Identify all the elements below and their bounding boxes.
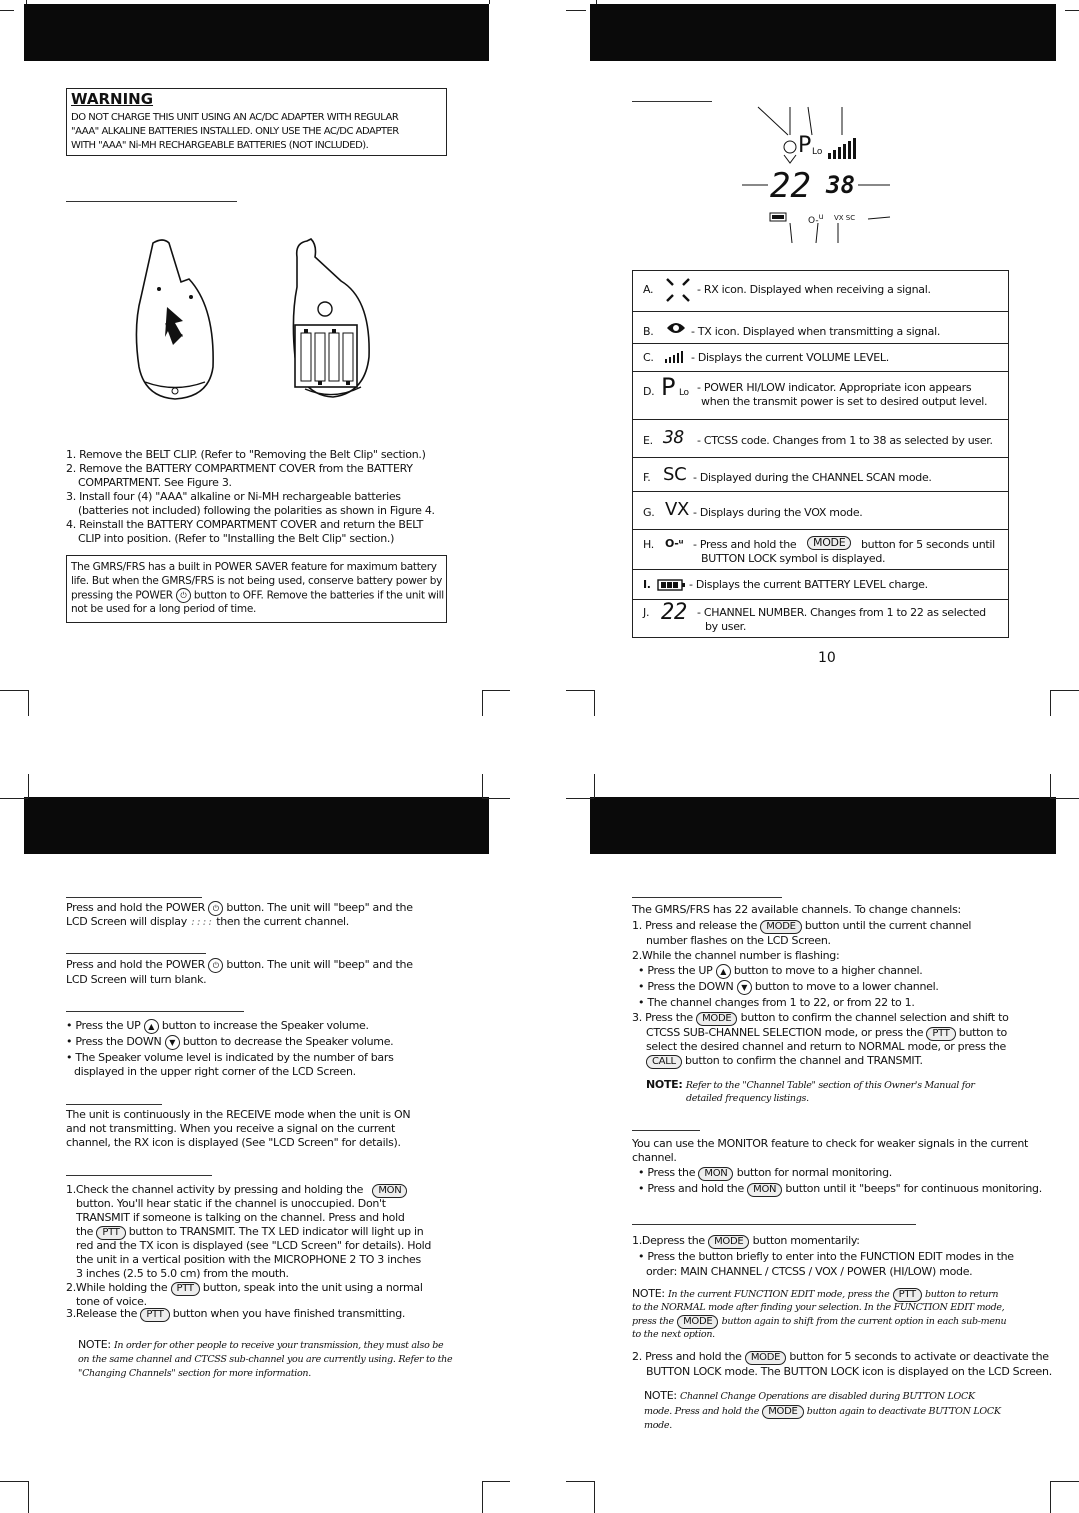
function-note-label: NOTE: [632, 1287, 665, 1300]
mode-button-icon: MODE [708, 1235, 749, 1249]
power-saver-line-3a: pressing the POWER [71, 589, 173, 602]
channels-line-2b: button until the current channel [804, 919, 972, 932]
transmit-note-1 [78, 1337, 443, 1353]
power-level-lo: Lo [679, 388, 689, 398]
ptt-button-icon: PTT [171, 1282, 200, 1296]
up-arrow-icon: ▲ [144, 1019, 159, 1034]
legend-text-mid: button for 5 seconds until [861, 538, 995, 551]
legend-row-c [633, 343, 1008, 372]
legend-letter: G. [643, 506, 655, 519]
volume-line-1a: • Press the UP [66, 1019, 141, 1032]
function-note2-3: mode. [644, 1420, 672, 1431]
channels-line-8 [632, 1010, 1009, 1026]
battery-step-3b: (batteries not included) following the polarities as shown in Figure 4. [78, 504, 435, 517]
mode-button-icon: MODE [762, 1405, 803, 1419]
channels-line-8a: 3. Press the [632, 1011, 693, 1024]
legend-row-a [633, 271, 1008, 311]
monitor-line-3 [638, 1165, 892, 1181]
function-line-2: • Press the button briefly to enter into the FUNCTION EDIT modes in the [638, 1250, 1014, 1263]
transmit-line-1a: 1.Check the channel activity by pressing and holding the [66, 1183, 364, 1196]
channels-line-11b: button to confirm the channel and TRANSMIT. [684, 1054, 923, 1067]
channels-line-4: 2.While the channel number is flashing: [632, 949, 840, 962]
function-line-4a: 2. Press and hold the [632, 1350, 742, 1363]
transmit-line-10b: button when you have finished transmitting. [172, 1307, 406, 1320]
function-note-text-3a: press the [632, 1316, 674, 1327]
mon-button-icon: MON [372, 1184, 407, 1198]
transmit-line-7: 3 inches (2.5 to 5.0 cm) from the mouth. [76, 1267, 289, 1280]
transmit-line-3: TRANSMIT if someone is talking on the channel. Press and hold [76, 1211, 405, 1224]
volume-line-2b: button to decrease the Speaker volume. [182, 1035, 394, 1048]
function-note2-text-2b: button again to deactivate BUTTON LOCK [806, 1406, 1001, 1417]
legend-letter: J. [643, 606, 650, 619]
battery-step-3a: 3. Install four (4) "AAA" alkaline or Ni-MH rechargeable batteries [66, 490, 401, 503]
legend-letter: F. [643, 471, 651, 484]
monitor-line-4 [638, 1181, 1042, 1197]
transmit-line-8a: 2.While holding the [66, 1281, 168, 1294]
legend-letter: C. [643, 351, 654, 364]
legend-row-b [633, 311, 1008, 344]
function-note-text-3b: button again to shift from the current option in each sub-menu [721, 1316, 1007, 1327]
power-saver-line-4: not be used for a long period of time. [71, 603, 257, 615]
mode-button-icon: MODE [745, 1351, 786, 1365]
function-note2-1 [644, 1388, 975, 1404]
receive-line-1: The unit is continuously in the RECEIVE mode when the unit is ON [66, 1108, 411, 1121]
rx-icon [663, 275, 693, 305]
warning-line-1: DO NOT CHARGE THIS UNIT USING AN AC/DC ADAPTER WITH REGULAR [71, 112, 399, 123]
header-bar-top-right [590, 4, 1056, 61]
receive-line-2: and not transmitting. When you receive a signal on the current [66, 1122, 395, 1135]
mode-button-icon: MODE [677, 1315, 718, 1329]
transmit-note-2: on the same channel and CTCSS sub-channel you are currently using. Refer to the [78, 1354, 453, 1365]
function-note-4: to the next option. [632, 1329, 715, 1340]
legend-text: - TX icon. Displayed when transmitting a signal. [691, 325, 941, 338]
mon-button-icon: MON [747, 1183, 782, 1197]
channels-line-6a: • Press the DOWN [638, 980, 734, 993]
legend-text-2: BUTTON LOCK symbol is displayed. [701, 552, 886, 565]
monitor-line-2: channel. [632, 1151, 677, 1164]
battery-step-1: 1. Remove the BELT CLIP. (Refer to "Removing the Belt Clip" section.) [66, 448, 426, 461]
battery-level-icon [657, 579, 687, 591]
legend-text: - POWER HI/LOW indicator. Appropriate icon appears [697, 381, 972, 394]
transmit-note-3: "Changing Channels" section for more information. [78, 1368, 311, 1379]
warning-line-3: WITH "AAA" Ni-MH RECHARGEABLE BATTERIES (NOT INCLUDED). [71, 140, 369, 151]
lcd-lock-icon: O-$^u$ [808, 212, 824, 226]
legend-letter: H. [643, 538, 654, 551]
off-line-2: LCD Screen will turn blank. [66, 973, 207, 986]
volume-line-4: displayed in the upper right corner of the LCD Screen. [74, 1065, 356, 1078]
channels-line-2a: 1. Press and release the [632, 919, 758, 932]
legend-text: - Displays the current BATTERY LEVEL charge. [689, 578, 928, 591]
channels-line-5b: button to move to a higher channel. [733, 964, 923, 977]
legend-letter: I. [643, 578, 651, 591]
section-rule [66, 1175, 212, 1176]
lock-icon: O-ᵘ [665, 537, 684, 550]
receive-line-3: channel, the RX icon is displayed (See "LCD Screen" for details). [66, 1136, 401, 1149]
volume-line-1 [66, 1018, 369, 1034]
power-level-icon: P [661, 373, 676, 401]
legend-row-f [633, 457, 1008, 492]
lcd-channel-number: 22 [770, 166, 811, 206]
channels-line-5a: • Press the UP [638, 964, 713, 977]
transmit-line-10a: 3.Release the [66, 1307, 138, 1320]
function-note-2: to the NORMAL mode after finding your selection. In the FUNCTION EDIT mode, [632, 1302, 1005, 1313]
power-saver-line-1: The GMRS/FRS has a built in POWER SAVER feature for maximum battery [71, 561, 437, 573]
function-line-3: order: MAIN CHANNEL / CTCSS / VOX / POWER (HI/LOW) mode. [646, 1265, 973, 1278]
ptt-button-icon: PTT [96, 1226, 125, 1240]
function-line-4b: button for 5 seconds to activate or deactivate the [789, 1350, 1049, 1363]
channels-note-text-1: Refer to the "Channel Table" section of this Owner's Manual for [685, 1080, 975, 1091]
legend-row-d [633, 371, 1008, 420]
ptt-button-icon: PTT [926, 1027, 955, 1041]
function-note2-text-1: Channel Change Operations are disabled during BUTTON LOCK [679, 1391, 975, 1402]
channels-line-5 [638, 963, 922, 979]
channels-line-6b: button to move to a lower channel. [754, 980, 939, 993]
lcd-all-segments-icon: :::: [190, 917, 214, 928]
battery-step-2a: 2. Remove the BATTERY COMPARTMENT COVER from the BATTERY [66, 462, 413, 475]
legend-text: - Press and hold the [693, 538, 797, 551]
ctcss-icon: 38 [663, 427, 685, 448]
transmit-note-text-1: In order for other people to receive your transmission, they must also be [113, 1340, 444, 1351]
function-line-4 [632, 1349, 1049, 1365]
lcd-scan-vox-indicator: VX SC [834, 214, 856, 222]
off-line-1b: button. The unit will "beep" and the [226, 958, 413, 971]
ptt-button-icon: PTT [140, 1308, 169, 1322]
section-rule [632, 1130, 700, 1131]
monitor-line-4b: button until it "beeps" for continuous monitoring. [785, 1182, 1042, 1195]
power-saver-line-3b: button to OFF. Remove the batteries if the unit will [193, 589, 444, 602]
function-note2-2 [644, 1403, 1001, 1419]
header-bar-bottom-left [24, 797, 489, 854]
power-icon: ⏻ [176, 588, 191, 603]
header-bar-top-left [24, 4, 489, 61]
down-arrow-icon: ▼ [737, 980, 752, 995]
header-bar-bottom-right [590, 797, 1056, 854]
legend-text: - CHANNEL NUMBER. Changes from 1 to 22 as selected [697, 606, 986, 619]
channel-icon: 22 [661, 600, 687, 625]
legend-letter: D. [643, 385, 655, 398]
off-line-1 [66, 957, 413, 973]
channels-line-11 [646, 1053, 923, 1069]
battery-cover-illustration [125, 237, 225, 402]
transmit-line-2: button. You'll hear static if the channel is unoccupied. Don't [76, 1197, 386, 1210]
section-rule [66, 1104, 162, 1105]
legend-row-i [633, 569, 1008, 600]
section-rule [66, 1011, 244, 1012]
monitor-line-1: You can use the MONITOR feature to check for weaker signals in the current [632, 1137, 1029, 1150]
mode-button-icon: MODE [696, 1012, 737, 1026]
lcd-legend-table [632, 270, 1009, 638]
scan-icon: SC [663, 464, 687, 485]
off-line-1a: Press and hold the POWER [66, 958, 205, 971]
legend-row-h [633, 529, 1008, 570]
warning-title: WARNING [71, 90, 154, 108]
mon-button-icon: MON [698, 1167, 733, 1181]
legend-row-g [633, 491, 1008, 530]
tx-icon [665, 320, 687, 336]
function-note-text-1: In the current FUNCTION EDIT mode, press the [667, 1289, 890, 1300]
power-saver-line-2: life. But when the GMRS/FRS is not being used, conserve battery power by [71, 575, 443, 587]
call-button-icon: CALL [646, 1055, 682, 1069]
legend-letter: B. [643, 325, 654, 338]
vox-icon: VX [665, 499, 690, 520]
volume-line-1b: button to increase the Speaker volume. [161, 1019, 369, 1032]
ptt-button-icon: PTT [893, 1288, 922, 1302]
legend-text: - Displays the current VOLUME LEVEL. [691, 351, 889, 364]
up-arrow-icon: ▲ [716, 964, 731, 979]
channels-line-9b: button to [958, 1026, 1007, 1039]
section-rule [66, 897, 202, 898]
on-line-1b: button. The unit will "beep" and the [226, 901, 413, 914]
on-line-2a: LCD Screen will display [66, 915, 187, 928]
page-number: 10 [818, 650, 836, 666]
channels-line-2 [632, 918, 971, 934]
volume-line-3: • The Speaker volume level is indicated by the number of bars [66, 1051, 394, 1064]
monitor-line-3b: button for normal monitoring. [736, 1166, 892, 1179]
channels-line-1: The GMRS/FRS has 22 available channels. To change channels: [632, 903, 961, 916]
transmit-line-10 [66, 1306, 405, 1322]
function-note-text-1b: button to return [925, 1289, 999, 1300]
lcd-low-indicator: Lo [812, 147, 823, 157]
channels-line-7: • The channel changes from 1 to 22, or from 22 to 1. [638, 996, 915, 1009]
function-line-1b: button momentarily: [752, 1234, 860, 1247]
transmit-line-5: red and the TX icon is displayed (see "LCD Screen" for details). Hold [76, 1239, 432, 1252]
legend-text: - Displayed during the CHANNEL SCAN mode. [693, 471, 932, 484]
power-icon: ⏻ [208, 958, 223, 973]
power-icon: ⏻ [208, 901, 223, 916]
legend-text-2: by user. [705, 620, 747, 633]
function-line-5: BUTTON LOCK mode. The BUTTON LOCK icon is displayed on the LCD Screen. [646, 1365, 1052, 1378]
on-line-2 [66, 914, 349, 930]
lcd-power-indicator: P [798, 133, 812, 158]
channels-line-8b: button to confirm the channel selection and shift to [740, 1011, 1009, 1024]
legend-letter: A. [643, 283, 654, 296]
legend-row-j [633, 599, 1008, 638]
on-line-1a: Press and hold the POWER [66, 901, 205, 914]
volume-line-2a: • Press the DOWN [66, 1035, 162, 1048]
channels-note-2: detailed frequency listings. [686, 1093, 809, 1104]
mode-button-icon: MODE [760, 920, 801, 934]
mode-button-icon: MODE [807, 536, 851, 550]
transmit-line-4b: button to TRANSMIT. The TX LED indicator will light up in [128, 1225, 424, 1238]
warning-line-2: "AAA" ALKALINE BATTERIES INSTALLED. ONLY USE THE AC/DC ADAPTER [71, 126, 399, 137]
section-rule [632, 101, 712, 102]
section-rule [66, 953, 206, 954]
legend-text: - RX icon. Displayed when receiving a signal. [697, 283, 931, 296]
channels-note-label: NOTE: [646, 1078, 683, 1091]
transmit-line-8b: button, speak into the unit using a normal [202, 1281, 423, 1294]
on-line-2b: then the current channel. [216, 915, 349, 928]
lcd-ctcss-code: 38 [826, 171, 855, 199]
channels-line-6 [638, 979, 939, 995]
transmit-line-6: the unit in a vertical position with the MICROPHONE 2 TO 3 inches [76, 1253, 421, 1266]
monitor-line-3a: • Press the [638, 1166, 696, 1179]
transmit-line-9: tone of voice. [76, 1295, 147, 1308]
battery-step-2b: COMPARTMENT. See Figure 3. [78, 476, 232, 489]
monitor-line-4a: • Press and hold the [638, 1182, 744, 1195]
legend-text: - CTCSS code. Changes from 1 to 38 as selected by user. [697, 434, 993, 447]
power-saver-box [66, 555, 447, 623]
function-line-1a: 1.Depress the [632, 1234, 705, 1247]
section-rule [632, 1224, 916, 1225]
transmit-line-4a: the [76, 1225, 94, 1238]
legend-text-2: when the transmit power is set to desired output level. [701, 395, 988, 408]
legend-row-e [633, 419, 1008, 458]
battery-step-4b: CLIP into position. (Refer to "Installing the Belt Clip" section.) [78, 532, 395, 545]
volume-line-2 [66, 1034, 393, 1050]
down-arrow-icon: ▼ [165, 1035, 180, 1050]
battery-installed-illustration [285, 237, 385, 402]
channels-line-9a: CTCSS SUB-CHANNEL SELECTION mode, or press the [646, 1026, 924, 1039]
channels-line-10: select the desired channel and return to NORMAL mode, or press the [646, 1040, 1007, 1053]
section-rule [66, 201, 237, 202]
legend-text: - Displays during the VOX mode. [693, 506, 863, 519]
volume-bars-icon [663, 350, 691, 364]
channels-line-3: number flashes on the LCD Screen. [646, 934, 831, 947]
function-note2-label: NOTE: [644, 1389, 677, 1402]
section-rule [632, 897, 782, 898]
function-note2-text-2a: mode. Press and hold the [644, 1406, 760, 1417]
legend-letter: E. [643, 434, 653, 447]
function-line-1 [632, 1233, 860, 1249]
transmit-note-label: NOTE: [78, 1338, 111, 1351]
warning-box [66, 88, 447, 156]
battery-step-4a: 4. Reinstall the BATTERY COMPARTMENT COVER and return the BELT [66, 518, 424, 531]
